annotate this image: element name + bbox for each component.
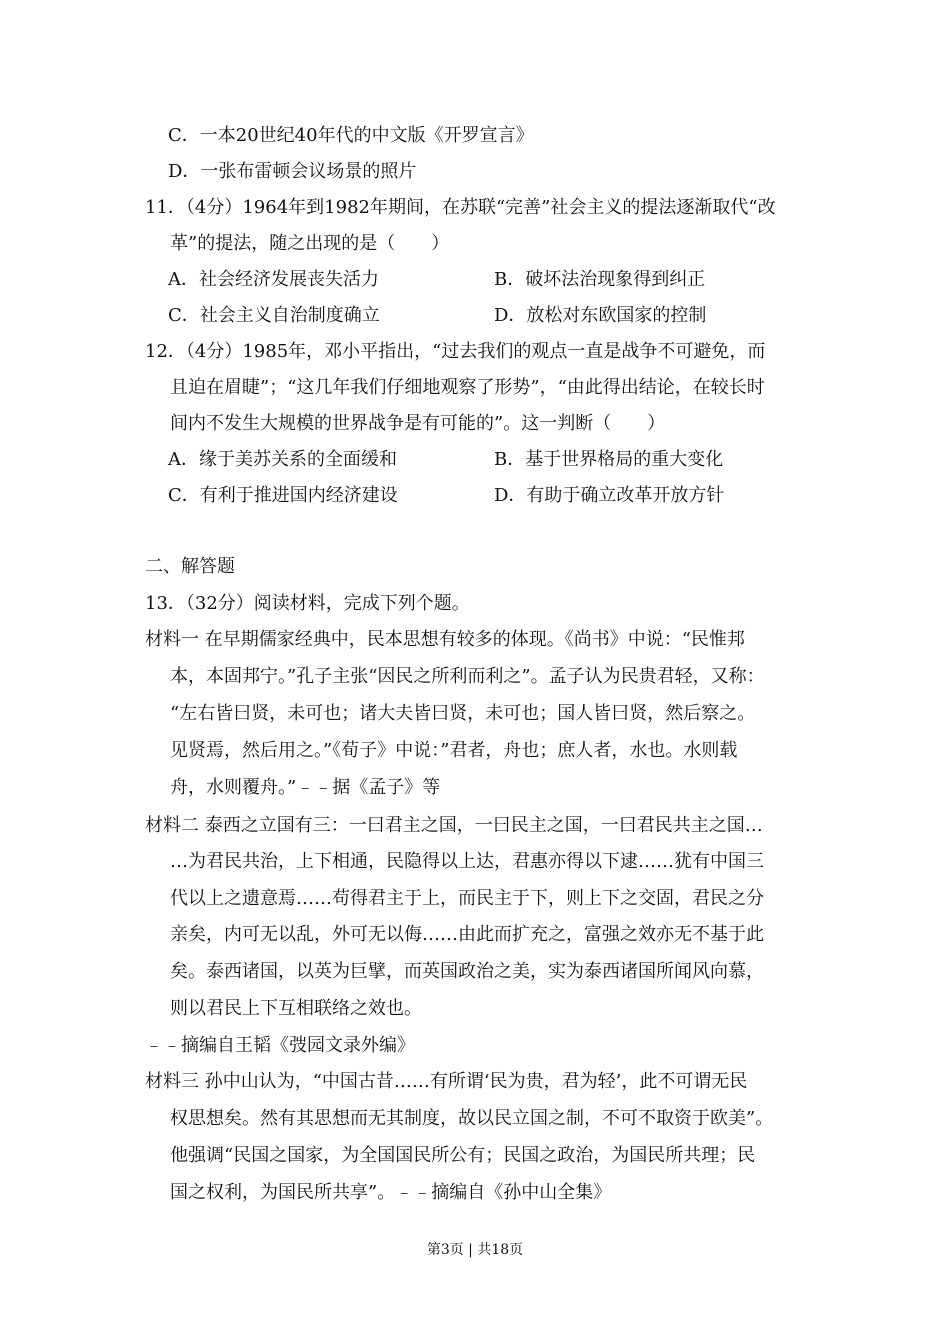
material-2-line: …为君民共治，上下相通，民隐得以上达，君惠亦得以下逮……犹有中国三 bbox=[170, 851, 764, 872]
q11-option-a: A．社会经济发展丧失活力 bbox=[168, 269, 379, 290]
q12-option-d: D．有助于确立改革开放方针 bbox=[494, 485, 725, 506]
material-3-line: 他强调“民国之国家，为全国国民所公有；民国之政治，为国民所共理；民 bbox=[170, 1145, 756, 1166]
q11-option-c: C．社会主义自治制度确立 bbox=[168, 305, 380, 326]
material-2-line: 代以上之遗意焉……苟得君主于上，而民主于下，则上下之交固，君民之分 bbox=[170, 888, 764, 909]
page-footer: 第3页 | 共18页 bbox=[426, 1242, 524, 1258]
material-1-line: 材料一 在早期儒家经典中，民本思想有较多的体现。《尚书》中说：“民惟邦 bbox=[145, 629, 745, 650]
material-2-line: 则以君民上下互相联络之效也。 bbox=[170, 998, 422, 1019]
q12-option-a: A．缘于美苏关系的全面缓和 bbox=[168, 449, 397, 470]
material-2-source: ﹣﹣摘编自王韬《弢园文录外编》 bbox=[145, 1035, 415, 1056]
q13-stem: 13．（32分）阅读材料，完成下列个题。 bbox=[145, 593, 470, 614]
q11-option-b: B．破坏法治现象得到纠正 bbox=[494, 269, 706, 290]
material-3-line: 材料三 孙中山认为，“中国古昔……有所谓‘民为贵，君为轻’，此不可谓无民 bbox=[145, 1071, 748, 1092]
material-3-line: 国之权利，为国民所共享”。﹣﹣摘编自《孙中山全集》 bbox=[170, 1182, 612, 1203]
material-2-line: 材料二 泰西之立国有三：一曰君主之国，一曰民主之国，一曰君民共主之国… bbox=[145, 815, 763, 836]
material-1-line: 见贤焉，然后用之。”《荀子》中说：”君者，舟也；庶人者，水也。水则载 bbox=[170, 740, 738, 761]
material-1-line: 本，本固邦宁。”孔子主张“因民之所利而利之”。孟子认为民贵君轻，又称： bbox=[170, 666, 765, 687]
q10-option-c: C．一本20世纪40年代的中文版《开罗宣言》 bbox=[168, 125, 534, 146]
q12-stem-line-3: 间内不发生大规模的世界战争是有可能的”。这一判断（ ） bbox=[170, 413, 666, 434]
q10-option-d: D．一张布雷顿会议场景的照片 bbox=[168, 161, 417, 182]
q12-option-b: B．基于世界格局的重大变化 bbox=[494, 449, 724, 470]
material-2-line: 矣。泰西诸国，以英为巨擘，而英国政治之美，实为泰西诸国所闻风向慕， bbox=[170, 961, 764, 982]
q11-stem-line-2: 革”的提法，随之出现的是（ ） bbox=[170, 233, 450, 254]
q11-stem-line-1: 11．（4分）1964年到1982年期间，在苏联“完善”社会主义的提法逐渐取代“改 bbox=[145, 197, 776, 218]
material-1-source-line: 舟，水则覆舟。”﹣﹣据《孟子》等 bbox=[170, 777, 441, 798]
q12-option-c: C．有利于推进国内经济建设 bbox=[168, 485, 398, 506]
q11-option-d: D．放松对东欧国家的控制 bbox=[494, 305, 707, 326]
section-title: 二、解答题 bbox=[145, 556, 235, 577]
material-3-line: 权思想矣。然有其思想而无其制度，故以民立国之制，不可不取资于欧美”。 bbox=[170, 1108, 774, 1129]
material-1-line: “左右皆曰贤，未可也；诸大夫皆曰贤，未可也；国人皆曰贤，然后察之。 bbox=[170, 703, 756, 724]
q12-stem-line-2: 且迫在眉睫”；“这几年我们仔细地观察了形势”，“由此得出结论，在较长时 bbox=[170, 377, 765, 398]
q12-stem-line-1: 12．（4分）1985年，邓小平指出，“过去我们的观点一直是战争不可避免，而 bbox=[145, 341, 766, 362]
material-2-line: 亲矣，内可无以乱，外可无以侮……由此而扩充之，富强之效亦无不基于此 bbox=[170, 924, 764, 945]
